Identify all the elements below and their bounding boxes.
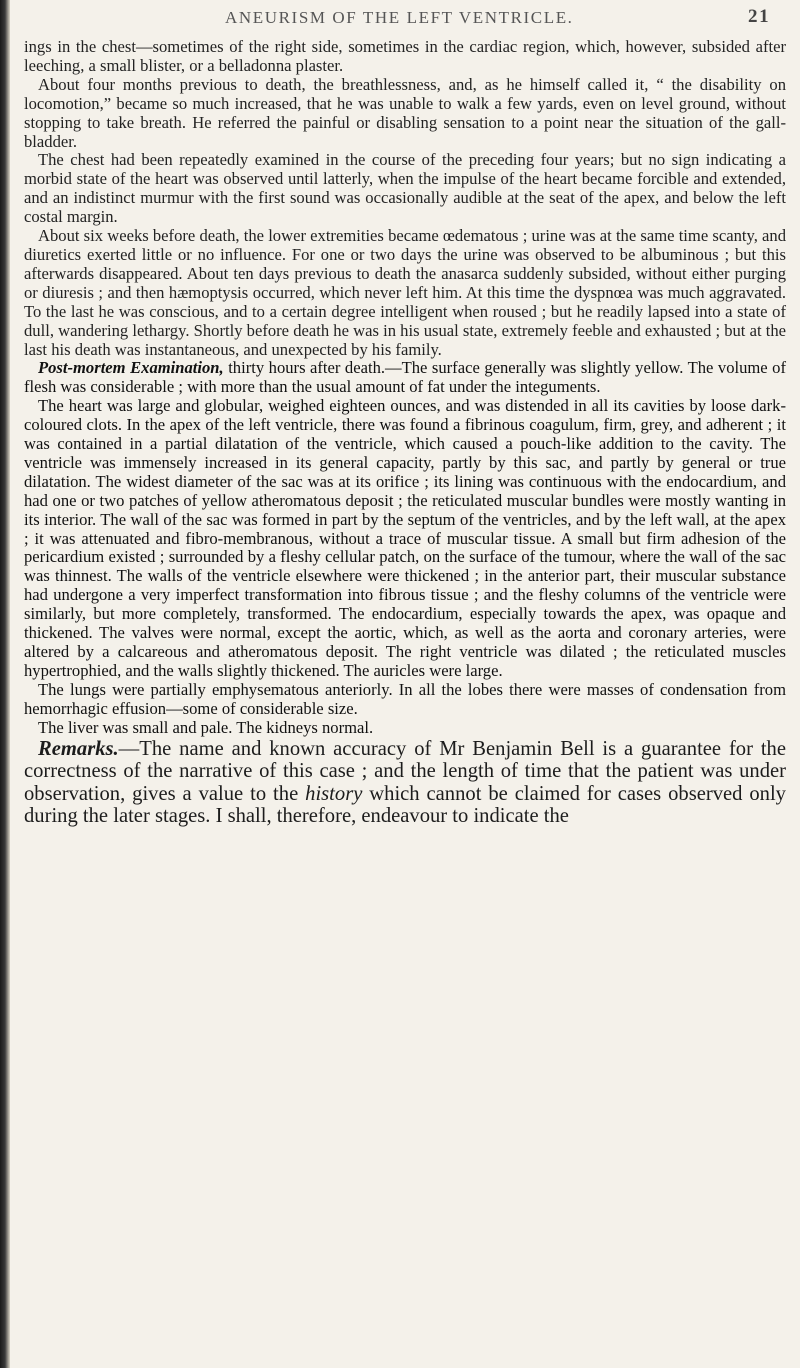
page-number: 21 xyxy=(748,6,771,27)
paragraph-liver-kidneys: The liver was small and pale. The kidneys normal. xyxy=(38,717,374,737)
post-mortem-heading: Post-mortem Examination, xyxy=(38,358,224,378)
paragraph-final-weeks: About six weeks before death, the lower extremities became œdematous ; urine was at the same time scanty, and diuretics exerted little or no influence. For one or two days the urine was observed to be albuminous ; but this afterwards disappeared. About ten days previous to death the anasarca suddenly subsided, without either purging or diuresis ; and then hæmoptysis occurred, which never left him. At this time the dyspnœa was much aggravated. To the last he was conscious, and to a certain degree intelligent when roused ; but he readily lapsed into a state of dull, wandering lethargy. Shortly before death he was in his usual state, extremely feeble and exhausted ; but at the last his death was instantaneous, and unexpected by his family. xyxy=(24,226,786,359)
paragraph-post-mortem xyxy=(24,359,786,397)
body-text xyxy=(24,38,786,828)
running-title: ANEURISM OF THE LEFT VENTRICLE. xyxy=(225,8,574,27)
paragraph-chest-examination: The chest had been repeatedly examined in the course of the preceding four years; but no sign indicating a morbid state of the heart was observed until latterly, when the impulse of the heart became forcible and extended, and an indistinct murmur with the first sound was occasionally audible at the seat of the apex, and below the left costal margin. xyxy=(24,150,786,227)
remarks-italic-history: history xyxy=(305,782,363,805)
remarks-text-a: —The name and known accuracy of Mr Benjamin Bell is a guarantee for the correctness of the narrative of this case ; and the length of time that the patient was under observation, gives a value to the xyxy=(24,737,786,805)
remarks-heading: Remarks. xyxy=(38,737,119,760)
running-head xyxy=(0,8,800,36)
paragraph-heart: The heart was large and globular, weighed eighteen ounces, and was distended in all its cavities by loose dark-coloured clots. In the apex of the left ventricle, there was found a fibrinous coagulum, firm, grey, and adherent ; it was contained in a partial dilatation of the ventricle, which caused a pouch-like addition to the cavity. The ventricle was immensely increased in its general capacity, partly by this sac, and partly by general or true dilatation. The widest diameter of the sac was at its orifice ; its lining was continuous with the endocardium, and had one or two patches of yellow atheromatous deposit ; the reticulated muscular bundles were mostly wanting in its interior. The wall of the sac was formed in part by the septum of the ventricles, and by the left wall, at the apex ; it was attenuated and fibro-membranous, without a trace of muscular tissue. A small but firm adhesion of the pericardium existed ; surrounded by a fleshy cellular patch, on the surface of the tumour, where the wall of the sac was thinnest. The walls of the ventricle elsewhere were thickened ; in the anterior part, their muscular substance had undergone a very imperfect transformation into fibrous tissue ; and the fleshy columns of the ventricle were similarly, but more completely, transformed. The endocardium, especially towards the apex, was opaque and thickened. The valves were normal, except the aortic, which, as well as the aorta and coronary arteries, were altered by a calcareous and atheromatous deposit. The right ventricle was dilated ; the reticulated muscles hypertrophied, and the walls slightly thickened. The auricles were large. xyxy=(24,396,786,680)
paragraph-breathlessness: About four months previous to death, the breathlessness, and, as he himself called it, “ the disability on locomotion,” became so much increased, that he was unable to walk a few yards, even on level ground, without stopping to take breath. He referred the painful or disabling sensation to a point near the situation of the gall-bladder. xyxy=(24,74,786,151)
paragraph-lungs: The lungs were partially emphysematous anteriorly. In all the lobes there were masses of condensation from hemorrhagic effusion—some of considerable size. xyxy=(24,679,786,718)
post-mortem-text: thirty hours after death.—The surface generally was slightly yellow. The volume of flesh was considerable ; with more than the usual amount of fat under the integuments. xyxy=(24,358,787,397)
paragraph-remarks xyxy=(24,738,786,828)
paragraph-continuation: ings in the chest—sometimes of the right side, sometimes in the cardiac region, which, however, subsided after leeching, a small blister, or a belladonna plaster. xyxy=(24,37,786,75)
remarks-text-b: which cannot be claimed for cases observed only during the later stages. I shall, therefore, endeavour to indicate the xyxy=(24,782,786,828)
binding-shadow xyxy=(0,0,10,1368)
